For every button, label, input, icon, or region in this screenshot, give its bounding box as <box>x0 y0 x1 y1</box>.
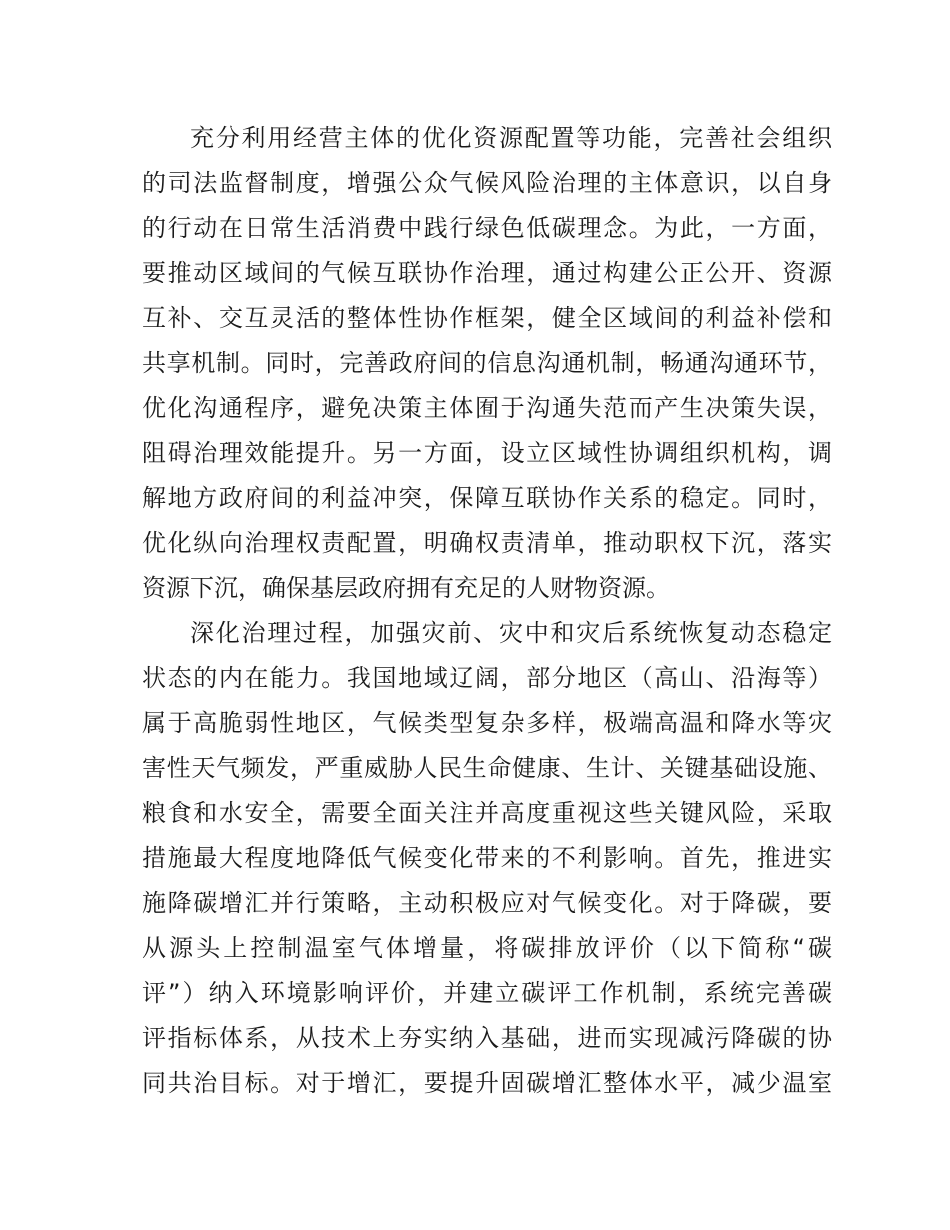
text-line: 优化沟通程序，避免决策主体囿于沟通失范而产生决策失误， <box>142 394 832 422</box>
text-line: 属于高脆弱性地区，气候类型复杂多样，极端高温和降水等灾 <box>142 709 832 737</box>
text-line: 从源头上控制温室气体增量，将碳排放评价（以下简称“碳 <box>142 934 832 962</box>
text-line: 施降碳增汇并行策略，主动积极应对气候变化。对于降碳，要 <box>142 889 832 917</box>
text-line: 的司法监督制度，增强公众气候风险治理的主体意识，以自身 <box>142 169 832 197</box>
text-line: 状态的内在能力。我国地域辽阔，部分地区（高山、沿海等） <box>142 664 832 692</box>
text-line: 措施最大程度地降低气候变化带来的不利影响。首先，推进实 <box>142 844 832 872</box>
text-line: 阻碍治理效能提升。另一方面，设立区域性协调组织机构，调 <box>142 439 832 467</box>
text-line: 解地方政府间的利益冲突，保障互联协作关系的稳定。同时， <box>142 484 832 512</box>
text-line: 深化治理过程，加强灾前、灾中和灾后系统恢复动态稳定 <box>190 619 832 647</box>
text-line: 同共治目标。对于增汇，要提升固碳增汇整体水平，减少温室 <box>142 1069 832 1097</box>
text-line: 优化纵向治理权责配置，明确权责清单，推动职权下沉，落实 <box>142 529 832 557</box>
text-line: 评指标体系，从技术上夯实纳入基础，进而实现减污降碳的协 <box>142 1024 832 1052</box>
text-line: 互补、交互灵活的整体性协作框架，健全区域间的利益补偿和 <box>142 304 832 332</box>
text-line: 的行动在日常生活消费中践行绿色低碳理念。为此，一方面， <box>142 214 832 242</box>
text-line: 资源下沉，确保基层政府拥有充足的人财物资源。 <box>142 574 670 602</box>
text-line: 粮食和水安全，需要全面关注并高度重视这些关键风险，采取 <box>142 799 832 827</box>
text-line: 害性天气频发，严重威胁人民生命健康、生计、关键基础设施、 <box>142 754 832 782</box>
text-line: 要推动区域间的气候互联协作治理，通过构建公正公开、资源 <box>142 259 832 287</box>
text-line: 充分利用经营主体的优化资源配置等功能，完善社会组织 <box>190 124 832 152</box>
text-line: 共享机制。同时，完善政府间的信息沟通机制，畅通沟通环节， <box>142 349 832 377</box>
text-line: 评”）纳入环境影响评价，并建立碳评工作机制，系统完善碳 <box>142 979 832 1007</box>
